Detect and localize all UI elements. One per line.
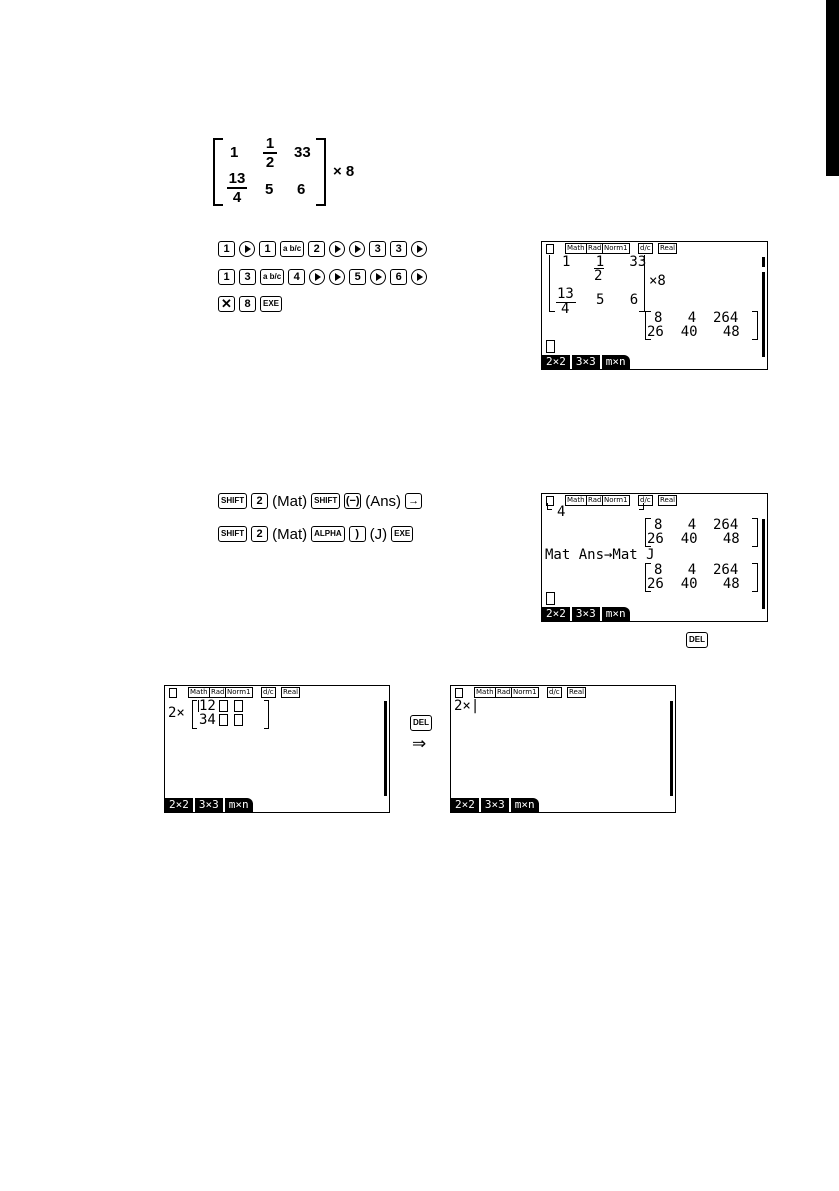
key-6: 6 — [390, 269, 407, 285]
key-1: 1 — [218, 269, 235, 285]
status-real: Real — [660, 244, 676, 252]
key-alpha: ALPHA — [311, 526, 345, 542]
fkey-2x2: 2×2 — [542, 607, 570, 621]
scrollbar — [762, 272, 765, 357]
function-keys — [165, 798, 255, 812]
status-norm: Norm1 — [227, 688, 251, 696]
key-shift: SHIFT — [218, 526, 247, 542]
status-dc: d/c — [640, 496, 651, 504]
battery-icon — [169, 688, 177, 698]
m21: 13 4 — [228, 170, 246, 206]
key-shift: SHIFT — [218, 493, 247, 509]
label-mat: (Mat) — [272, 492, 308, 510]
s3-prefix: 2× — [168, 705, 185, 721]
keyseq2-row2 — [218, 525, 413, 543]
right-arrow-icon — [349, 241, 365, 257]
key-paren: ) — [349, 526, 366, 542]
fkey-mxn: m×n — [511, 798, 539, 812]
status-rad: Rad — [497, 688, 511, 696]
scrollbar — [670, 701, 673, 796]
calc-screen-4 — [450, 685, 676, 813]
status-rad: Rad — [211, 688, 225, 696]
calc-screen-1 — [541, 241, 768, 370]
status-bar — [542, 242, 767, 254]
keyseq-row1 — [218, 240, 427, 258]
scrollbar-top — [762, 257, 765, 267]
battery-icon — [546, 244, 554, 254]
fkey-mxn: m×n — [602, 607, 630, 621]
m11: 1 — [230, 144, 239, 161]
m12: 1 2 — [263, 135, 277, 171]
status-rad: Rad — [588, 496, 602, 504]
key-2: 2 — [308, 241, 325, 257]
transition-arrow: ⇒ — [412, 734, 427, 754]
fkey-3x3: 3×3 — [572, 355, 600, 369]
key-3: 3 — [369, 241, 386, 257]
s1-frac-num: 13 — [557, 286, 574, 302]
status-math: Math — [190, 688, 208, 696]
key-1: 1 — [218, 241, 235, 257]
label-j: (J) — [369, 525, 388, 543]
s1-two: 2 — [594, 268, 603, 284]
right-arrow-icon — [329, 269, 345, 285]
cursor — [546, 592, 555, 605]
status-math: Math — [567, 496, 585, 504]
status-real: Real — [660, 496, 676, 504]
key-8: 8 — [239, 296, 256, 312]
right-arrow-icon — [411, 269, 427, 285]
calc-screen-3 — [164, 685, 390, 813]
s1-times: ×8 — [649, 273, 666, 289]
del-key: DEL — [686, 632, 708, 648]
status-bar — [451, 686, 675, 698]
key-3: 3 — [239, 269, 256, 285]
cursor — [546, 340, 555, 353]
s1-res2: 26 40 48 — [647, 324, 740, 340]
s1-row1: 1 1 33 — [562, 254, 647, 270]
status-math: Math — [567, 244, 585, 252]
s2-res2: 26 40 48 — [647, 531, 740, 547]
status-rad: Rad — [588, 244, 602, 252]
function-keys — [542, 355, 632, 369]
s1-res1: 8 4 264 — [654, 310, 739, 326]
status-bar — [165, 686, 389, 698]
right-arrow-icon — [370, 269, 386, 285]
status-dc: d/c — [263, 688, 274, 696]
scrollbar — [762, 519, 765, 609]
calc-screen-2 — [541, 493, 768, 622]
s2-top: 4 — [557, 504, 566, 520]
m13: 33 — [294, 144, 311, 161]
s2-res4: 26 40 48 — [647, 576, 740, 592]
fkey-mxn: m×n — [602, 355, 630, 369]
fkey-3x3: 3×3 — [195, 798, 223, 812]
s1-row2: 5 6 — [596, 292, 639, 308]
status-dc: d/c — [549, 688, 560, 696]
m22: 5 — [265, 181, 274, 198]
key-3: 3 — [390, 241, 407, 257]
key-4: 4 — [288, 269, 305, 285]
s3-r1: 12 — [199, 699, 246, 713]
key-2: 2 — [251, 493, 268, 509]
key-exe: EXE — [260, 296, 282, 312]
key-5: 5 — [349, 269, 366, 285]
key-fraction: a b/c — [260, 269, 284, 285]
fkey-2x2: 2×2 — [542, 355, 570, 369]
status-dc: d/c — [640, 244, 651, 252]
times-8: × 8 — [333, 163, 355, 180]
fkey-3x3: 3×3 — [481, 798, 509, 812]
key-fraction: a b/c — [280, 241, 304, 257]
right-arrow-icon — [411, 241, 427, 257]
m23: 6 — [297, 181, 306, 198]
battery-icon — [455, 688, 463, 698]
label-ans: (Ans) — [365, 492, 402, 510]
status-math: Math — [476, 688, 494, 696]
s2-res1: 8 4 264 — [654, 517, 739, 533]
right-arrow-icon — [239, 241, 255, 257]
key-1: 1 — [259, 241, 276, 257]
matrix-expression — [213, 135, 383, 208]
right-arrow-icon — [329, 241, 345, 257]
keyseq2-row1 — [218, 492, 422, 510]
key-2: 2 — [251, 526, 268, 542]
status-norm: Norm1 — [604, 496, 628, 504]
del-key: DEL — [410, 715, 432, 731]
s3-r2: 34 — [199, 713, 246, 727]
function-keys — [542, 607, 632, 621]
function-keys — [451, 798, 541, 812]
key-exe: EXE — [391, 526, 413, 542]
fkey-mxn: m×n — [225, 798, 253, 812]
right-arrow-icon — [309, 269, 325, 285]
fkey-2x2: 2×2 — [451, 798, 479, 812]
store-arrow-icon: → — [405, 493, 422, 509]
keyseq-row3 — [218, 295, 282, 313]
s2-cmd: Mat Ans→Mat J — [545, 547, 655, 563]
s4-text: 2×| — [454, 698, 480, 714]
fkey-3x3: 3×3 — [572, 607, 600, 621]
edge-tab — [826, 0, 839, 176]
status-real: Real — [283, 688, 299, 696]
label-mat: (Mat) — [272, 525, 308, 543]
status-real: Real — [569, 688, 585, 696]
status-bar — [542, 494, 767, 506]
fkey-2x2: 2×2 — [165, 798, 193, 812]
key-shift: SHIFT — [311, 493, 340, 509]
key-negative: (−) — [345, 495, 360, 507]
key-multiply: ✕ — [218, 296, 235, 312]
status-norm: Norm1 — [604, 244, 628, 252]
scrollbar — [384, 701, 387, 796]
s2-res3: 8 4 264 — [654, 562, 739, 578]
s1-frac-den: 4 — [561, 301, 570, 317]
keyseq-row2 — [218, 268, 427, 286]
status-norm: Norm1 — [513, 688, 537, 696]
